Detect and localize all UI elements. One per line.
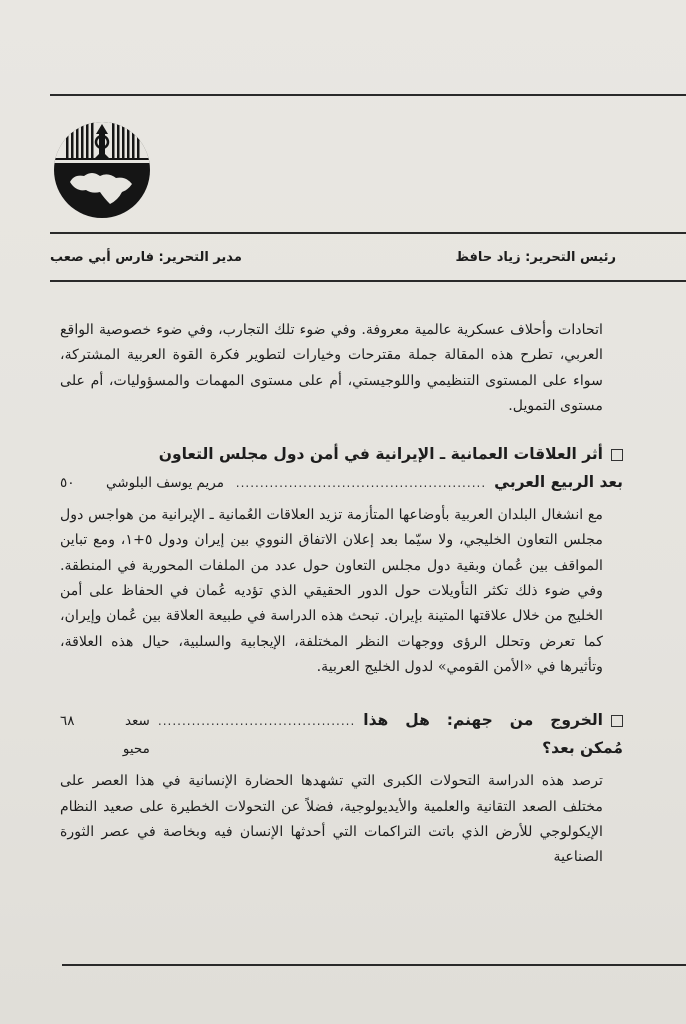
entry-page-number: ٦٨ [60,713,75,730]
entry-title [60,441,623,468]
entry-byline [60,468,623,497]
entry-title-byline [60,706,623,763]
editor-in-chief: رئيس التحرير: زياد حافظ [455,249,616,265]
managing-editor: مدير التحرير: فارس أبي صعب [50,249,242,265]
publisher-logo [52,120,152,220]
entry-abstract: مع انشغال البلدان العربية بأوضاعها المتأزمة تزيد العلاقات العُمانية ـ الإيرانية من هواجس دول مجلس التعاون الخليجي، ولا سيّما بعد إعلان الاتفاق النووي بين إيران ودول ٥+١، ومع تباين المواقف بين عُمان وبقية دول مجلس التعاون حول عدد من الملفات المحورية في المنطقة. وفي ضوء ذلك تكثر التأويلات حول الدور الحقيقي الذي تؤديه عُمان في الحفاظ على أمن الخليج من خلال علاقتها المتينة بإيران. تبحث هذه الدراسة في طبيعة العلاقة بين عُمان وإيران، كما تعرض وتحلل الرؤى ووجهات النظر المختلفة، الإيجابية والسلبية، حيال هذه العلاقة، وتأثيرها في «الأمن القومي» لدول الخليج العربية. [60,507,603,675]
entry-title-line-1: الخروج من جهنم: هل هذا مُمكن بعد؟ [363,711,623,758]
entry-abstract: ترصد هذه الدراسة التحولات الكبرى التي تشهدها الحضارة الإنسانية في هذا العصر على مختلف الصعد التقانية والعلمية والأيديولوجية، فضلاً عن التحولات الخطيرة على صعيد النظام الإيكولوجي للأرض الذي باتت التراكمات التي أحدثها الإنسان فيه وبخاصة في عصر الثورة الصناعية [60,773,603,866]
toc-entry-1 [60,441,623,680]
checkbox-square-icon [611,715,623,727]
intro-abstract: اتحادات وأحلاف عسكرية عالمية معروفة. وفي ضوء تلك التجارب، وفي ضوء خصوصية الواقع العربي، تطرح هذه المقالة جملة مقترحات وخيارات لتطوير فكرة القوة العربية المشتركة، سواء على المستوى التنظيمي واللوجيستي، أم على مستوى المهمات والمسؤوليات، أم على مستوى التمويل. [60,322,603,414]
masthead-bottom-rule [50,280,686,282]
entry-title-line-2: بعد الربيع العربي [494,473,623,492]
entry-author: مريم يوسف البلوشي [106,475,224,492]
masthead-top-rule [50,232,686,234]
bottom-rule [62,964,686,966]
entry-page-number: ٥٠ [60,475,75,492]
entry-author: سعد محيو [122,713,150,758]
masthead [50,240,616,274]
top-rule [50,94,686,96]
contents-listing [60,318,623,870]
checkbox-square-icon [611,449,623,461]
toc-entry-2 [60,706,623,870]
leader-dots: .................................................... [235,476,487,491]
leader-dots: ......................................... [157,714,356,729]
entry-title-line-1: أثر العلاقات العمانية ـ الإيرانية في أمن دول مجلس التعاون [158,445,603,464]
